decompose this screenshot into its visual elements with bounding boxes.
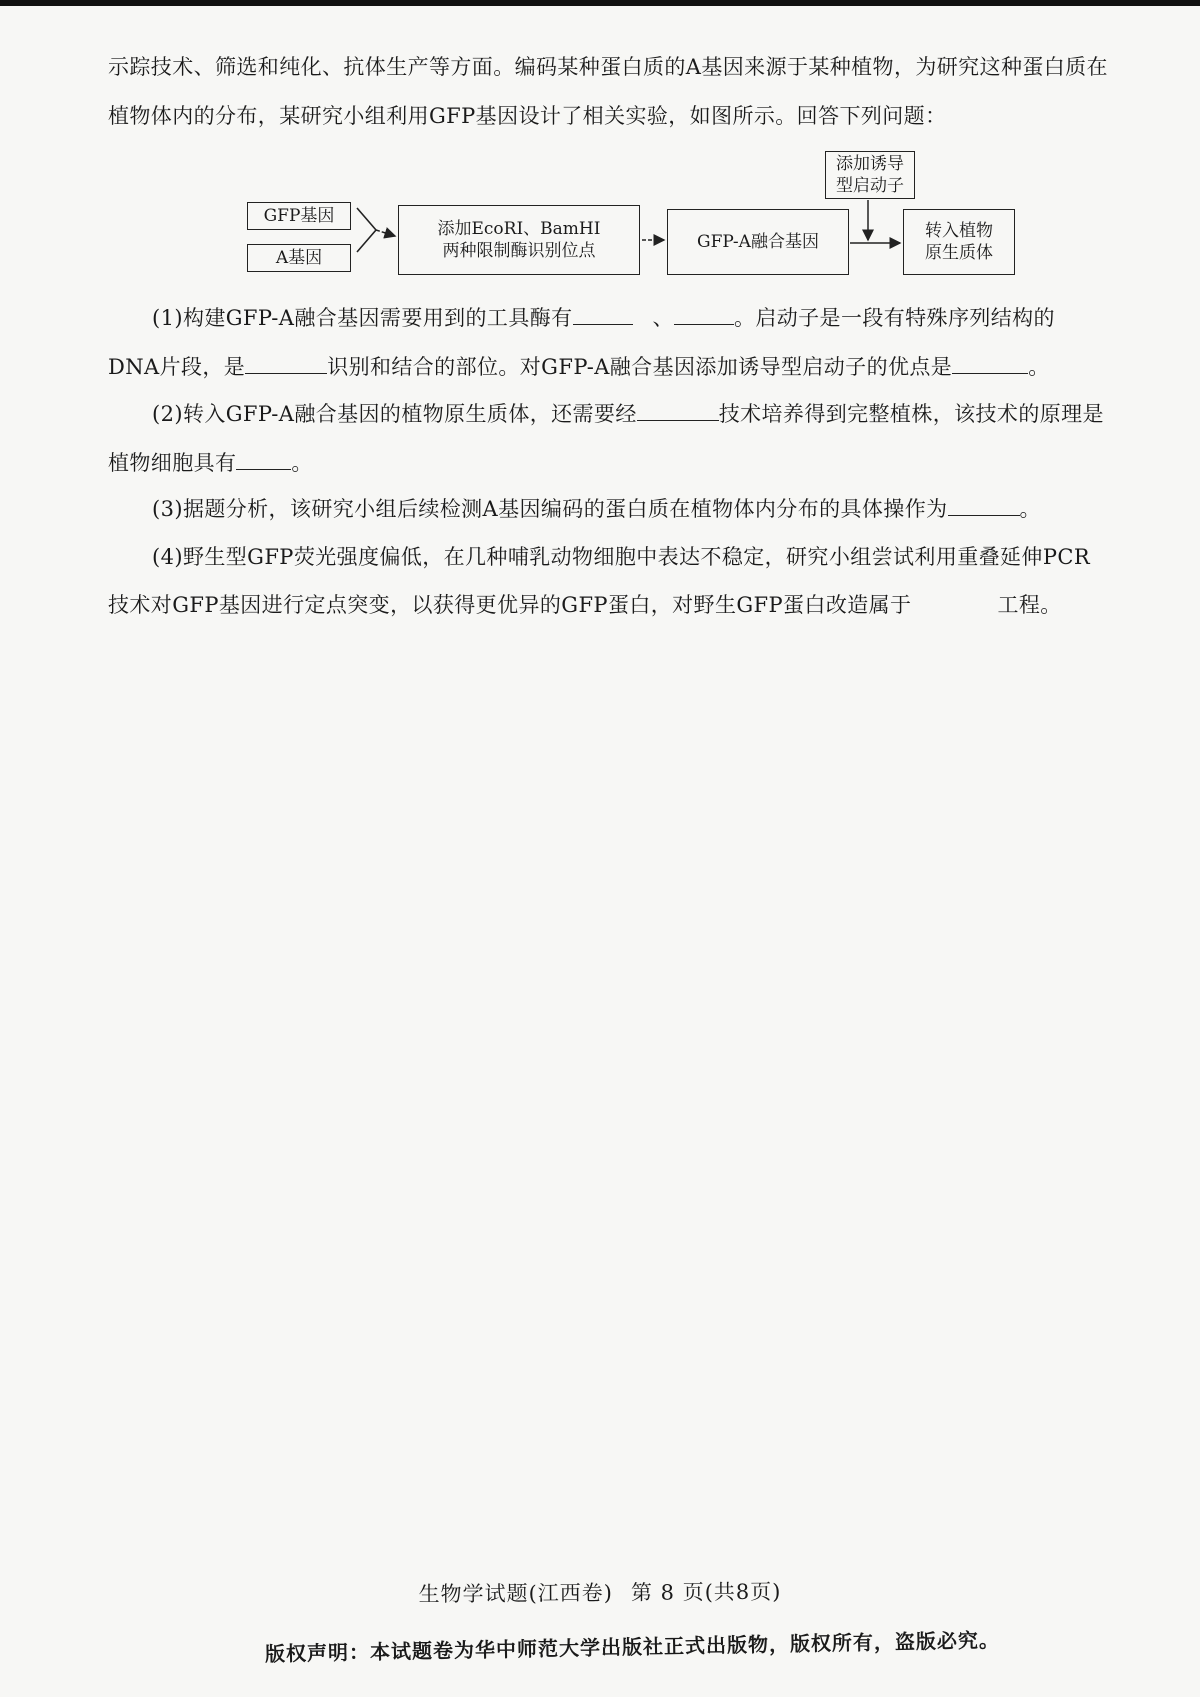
question-2-end: 。 bbox=[291, 451, 313, 475]
answer-blank-1c[interactable] bbox=[245, 355, 327, 374]
gfp-gene-label: GFP基因 bbox=[263, 206, 335, 226]
page-footer bbox=[0, 1573, 1200, 1611]
answer-blank-1d[interactable] bbox=[952, 355, 1028, 374]
question-3-line-1 bbox=[152, 497, 1162, 521]
plant-protoplast-line-1: 转入植物 bbox=[925, 221, 993, 241]
inducible-promoter-line-2: 型启动子 bbox=[836, 176, 904, 196]
question-2-line-1 bbox=[152, 402, 1162, 426]
question-2-text-c: 植物细胞具有 bbox=[108, 451, 237, 475]
inducible-promoter-line-1: 添加诱导 bbox=[836, 154, 904, 174]
plant-protoplast-line-2: 原生质体 bbox=[925, 243, 993, 263]
question-4-end: 工程。 bbox=[997, 593, 1062, 617]
fusion-gene-label: GFP-A融合基因 bbox=[697, 232, 819, 252]
footer-subject: 生物学试题(江西卷) bbox=[418, 1580, 614, 1607]
answer-blank-1a[interactable] bbox=[573, 306, 633, 325]
answer-blank-4[interactable] bbox=[911, 593, 997, 612]
question-1-text-b: 。启动子是一段有特殊序列结构的 bbox=[733, 306, 1055, 330]
gfp-gene-box bbox=[247, 202, 351, 230]
fusion-gene-box bbox=[667, 209, 849, 275]
blank-gap bbox=[633, 306, 653, 325]
question-3-end: 。 bbox=[1019, 497, 1041, 521]
question-2-text-b: 技术培养得到完整植株，该技术的原理是 bbox=[718, 402, 1104, 426]
copyright-notice: 版权声明：本试题卷为华中师范大学出版社正式出版物，版权所有，盗版必究。 bbox=[264, 1627, 1001, 1666]
question-3-text: (3)据题分析，该研究小组后续检测A基因编码的蛋白质在植物体内分布的具体操作为 bbox=[152, 497, 948, 521]
question-2-text-a: (2)转入GFP-A融合基因的植物原生质体，还需要经 bbox=[152, 402, 637, 426]
question-4-line-1: (4)野生型GFP荧光强度偏低，在几种哺乳动物细胞中表达不稳定，研究小组尝试利用重叠延伸PCR bbox=[152, 545, 1091, 569]
intro-line-2: 植物体内的分布，某研究小组利用GFP基因设计了相关实验，如图所示。回答下列问题： bbox=[108, 104, 947, 128]
question-4-line-2 bbox=[108, 593, 1158, 617]
a-gene-box bbox=[247, 244, 351, 272]
restriction-site-line-2: 两种限制酶识别位点 bbox=[442, 241, 596, 261]
answer-blank-3[interactable] bbox=[948, 497, 1020, 516]
footer-page-number: 第 8 页(共8页) bbox=[630, 1579, 782, 1605]
answer-blank-1b[interactable] bbox=[674, 306, 734, 325]
answer-blank-2b[interactable] bbox=[236, 451, 291, 470]
question-1-line-1 bbox=[152, 306, 1162, 330]
plant-protoplast-box bbox=[903, 209, 1015, 275]
restriction-site-box bbox=[398, 205, 640, 275]
question-4-text: 技术对GFP基因进行定点突变，以获得更优异的GFP蛋白，对野生GFP蛋白改造属于 bbox=[108, 593, 912, 617]
a-gene-label: A基因 bbox=[275, 248, 323, 268]
question-1-text-d: 识别和结合的部位。对GFP-A融合基因添加诱导型启动子的优点是 bbox=[327, 355, 953, 379]
question-1-separator: 、 bbox=[652, 306, 674, 330]
restriction-site-line-1: 添加EcoRⅠ、BamHⅠ bbox=[437, 219, 601, 239]
question-2-line-2 bbox=[108, 451, 1158, 475]
question-1-end: 。 bbox=[1028, 355, 1050, 379]
question-1-line-2 bbox=[108, 355, 1158, 379]
intro-line-1: 示踪技术、筛选和纯化、抗体生产等方面。编码某种蛋白质的A基因来源于某种植物，为研究这种蛋白质在 bbox=[108, 55, 1108, 79]
question-1-text-c: DNA片段，是 bbox=[108, 355, 246, 379]
inducible-promoter-box bbox=[825, 151, 915, 199]
answer-blank-2a[interactable] bbox=[637, 402, 719, 421]
question-1-text-a: (1)构建GFP-A融合基因需要用到的工具酶有 bbox=[152, 306, 573, 330]
